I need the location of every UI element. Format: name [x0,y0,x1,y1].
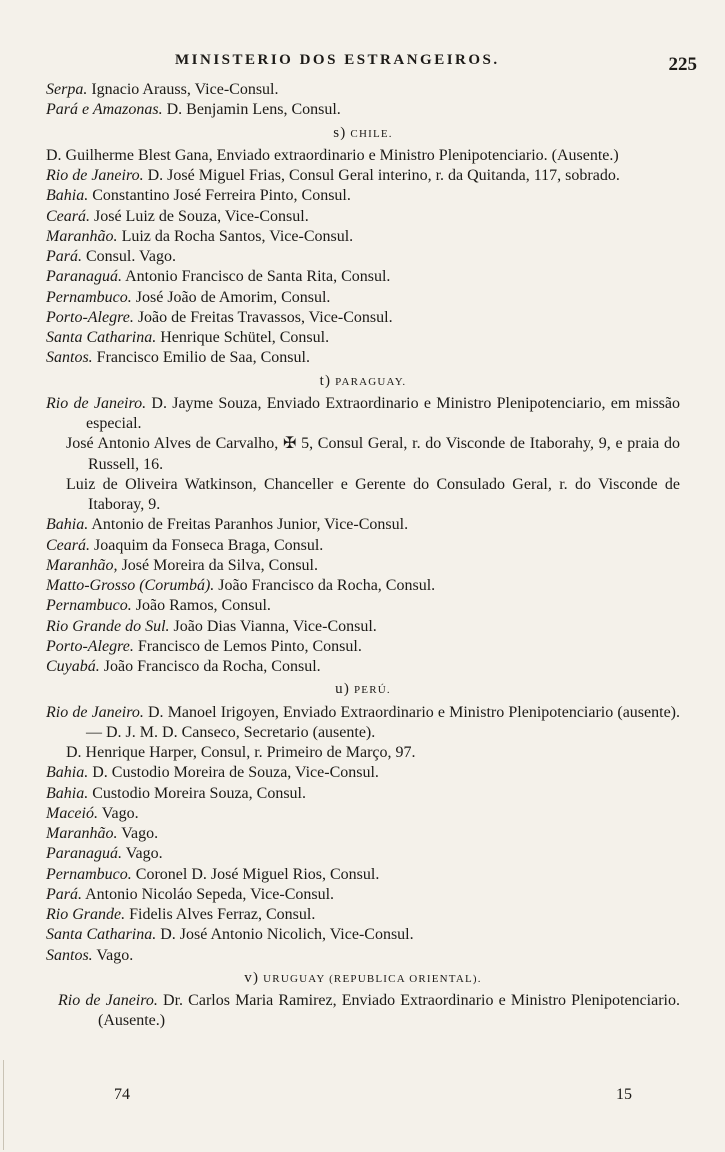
page-footer [0,1086,725,1110]
entry-place: Rio de Janeiro. [46,394,147,412]
entry-place: Pará. [46,248,82,265]
section-country: PARAGUAY. [335,375,407,388]
directory-entry [46,824,680,844]
entry-place: Santos. [46,349,93,367]
entry-place: Matto-Grosso (Corumbá). [46,577,215,594]
entry-text: D. Henrique Harper, Consul, r. Primeiro de Março, 97. [66,744,416,761]
scan-edge-line [3,1060,4,1150]
entry-text: Coronel D. José Miguel Rios, Consul. [131,865,380,883]
directory-entry [46,844,680,864]
directory-entry [46,885,680,905]
entry-place: Paranaguá. [46,845,122,863]
entry-place: Bahia. [46,784,89,802]
signature-mark-left: 74 [114,1086,130,1103]
directory-entry [46,617,680,637]
directory-entry [46,556,680,576]
directory-entry [46,515,680,535]
directory-entry [46,905,680,925]
entry-text: D. Custodio Moreira de Souza, Vice-Consul. [88,764,379,782]
entry-text: Dr. Carlos Maria Ramirez, Enviado Extraordinario e Ministro Plenipotenciario. (Ausente.) [98,992,680,1030]
entry-place: Rio de Janeiro. [58,992,158,1009]
entry-place: Maranhão. [46,227,118,245]
directory-entry [46,80,680,100]
directory-entry [46,146,680,166]
entry-text: José Luiz de Souza, Vice-Consul. [90,207,309,225]
directory-entry [46,348,680,368]
entry-place: Bahia. [46,764,89,782]
entry-text: D. José Antonio Nicolich, Vice-Consul. [156,926,414,944]
entry-text: D. Benjamin Lens, Consul. [162,101,341,119]
directory-entry [46,784,680,804]
page-number: 225 [668,54,697,75]
entry-place: Santa Catharina. [46,926,157,944]
section-heading [46,371,680,392]
entry-text: Vago. [97,804,139,822]
entry-text: João Francisco da Rocha, Consul. [99,658,321,675]
entry-text: Vago. [92,946,134,964]
directory-entry [46,328,680,348]
directory-entry [46,657,680,677]
directory-entry [46,536,680,556]
directory-entry [46,946,680,966]
directory-entry [46,247,680,267]
directory-entry [46,763,680,783]
directory-entry [46,186,680,206]
page-header [0,48,725,78]
section-heading [46,123,680,144]
directory-entry [46,576,680,596]
entry-text: Vago. [117,825,159,842]
directory-listing [46,80,680,1032]
entry-text: João de Freitas Travassos, Vice-Consul. [133,308,393,326]
entry-text: João Ramos, Consul. [131,597,271,615]
directory-entry [46,865,680,885]
entry-place: Porto-Alegre. [46,637,134,655]
entry-place: Santos. [46,946,93,964]
entry-place: Porto-Alegre. [46,308,134,326]
entry-place: Rio de Janeiro. [46,167,144,184]
section-letter: s) [333,124,347,141]
entry-place: Bahia. [46,187,89,205]
section-country: CHILE. [350,127,393,140]
entry-text: D. Jayme Souza, Enviado Extraordinario e Ministro Plenipotenciario, em missão especial. [86,394,681,432]
directory-entry [46,434,680,475]
section-country: PERÚ. [353,684,391,697]
section-heading [46,968,680,989]
directory-entry [46,743,680,763]
entry-text: Luiz de Oliveira Watkinson, Chanceller e Gerente do Consulado Geral, r. do Visconde de Itaboray, 9. [66,475,680,513]
entry-place: Ceará. [46,207,90,225]
directory-entry [46,308,680,328]
entry-text: Antonio Nicoláo Sepeda, Vice-Consul. [82,885,335,903]
entry-text: João Dias Vianna, Vice-Consul. [169,617,377,635]
entry-text: Francisco de Lemos Pinto, Consul. [133,637,362,655]
entry-place: Pará. [46,885,82,903]
running-head: MINISTERIO DOS ESTRANGEIROS. [175,52,500,68]
section-letter: t) [319,372,332,389]
entry-text: João Francisco da Rocha, Consul. [214,577,436,594]
entry-text: Fidelis Alves Ferraz, Consul. [125,906,316,923]
entry-place: Ceará. [46,536,90,554]
directory-entry [58,991,680,1032]
entry-place: Pernambuco. [46,597,132,615]
entry-place: Pará e Amazonas. [46,101,163,119]
entry-text: Constantino José Ferreira Pinto, Consul. [88,187,351,205]
section-heading [46,679,680,700]
entry-place: Serpa. [46,81,88,98]
entry-text: Joaquim da Fonseca Braga, Consul. [90,536,324,554]
signature-mark-right: 15 [616,1086,632,1103]
entry-place: Cuyabá. [46,658,100,675]
directory-entry [46,288,680,308]
entry-place: Pernambuco. [46,865,132,883]
entry-place: Bahia. [46,516,89,534]
section-country: URUGUAY (REPUBLICA ORIENTAL). [263,972,482,985]
entry-text: D. Guilherme Blest Gana, Enviado extraordinario e Ministro Plenipotenciario. (Ausente.) [46,146,619,164]
directory-entry [46,227,680,247]
section-letter: v) [244,969,260,986]
entry-text: Luiz da Rocha Santos, Vice-Consul. [117,227,354,245]
directory-entry [46,804,680,824]
entry-text: Francisco Emilio de Saa, Consul. [92,349,310,367]
directory-entry [46,267,680,287]
entry-text: José João de Amorim, Consul. [131,288,331,306]
entry-text: Consul. Vago. [82,248,176,265]
entry-text: José Moreira da Silva, Consul. [117,556,318,574]
entry-place: Maranhão. [46,825,118,842]
directory-entry [46,207,680,227]
entry-place: Rio de Janeiro. [46,703,144,721]
entry-text: Ignacio Arauss, Vice-Consul. [87,81,279,98]
entry-place: Paranaguá. [46,268,122,286]
entry-text: Henrique Schütel, Consul. [156,329,330,346]
directory-entry [46,100,680,120]
entry-text: D. Manoel Irigoyen, Enviado Extraordinario e Ministro Plenipotenciario (ausente). — D. J. M. D. Canseco, Secretario (ausente). [86,703,680,741]
directory-entry [46,596,680,616]
entry-place: Maranhão, [46,556,118,574]
directory-entry [46,703,680,744]
section-letter: u) [335,681,351,698]
entry-text: Custodio Moreira Souza, Consul. [88,784,306,802]
entry-text: Antonio Francisco de Santa Rita, Consul. [122,268,391,286]
entry-place: Maceió. [46,804,98,822]
directory-entry [46,475,680,516]
directory-entry [46,166,680,186]
entry-place: Rio Grande do Sul. [46,617,170,635]
entry-place: Rio Grande. [46,906,126,923]
entry-text: Vago. [122,845,163,863]
entry-text: José Antonio Alves de Carvalho, ✠ 5, Consul Geral, r. do Visconde de Itaborahy, 9, e praia do Russell, 16. [66,435,680,473]
entry-text: D. José Miguel Frias, Consul Geral interino, r. da Quitanda, 117, sobrado. [143,167,620,184]
entry-place: Santa Catharina. [46,329,157,346]
entry-place: Pernambuco. [46,288,132,306]
directory-entry [46,394,680,435]
directory-entry [46,637,680,657]
directory-entry [46,925,680,945]
entry-text: Antonio de Freitas Paranhos Junior, Vice-Consul. [88,516,409,534]
